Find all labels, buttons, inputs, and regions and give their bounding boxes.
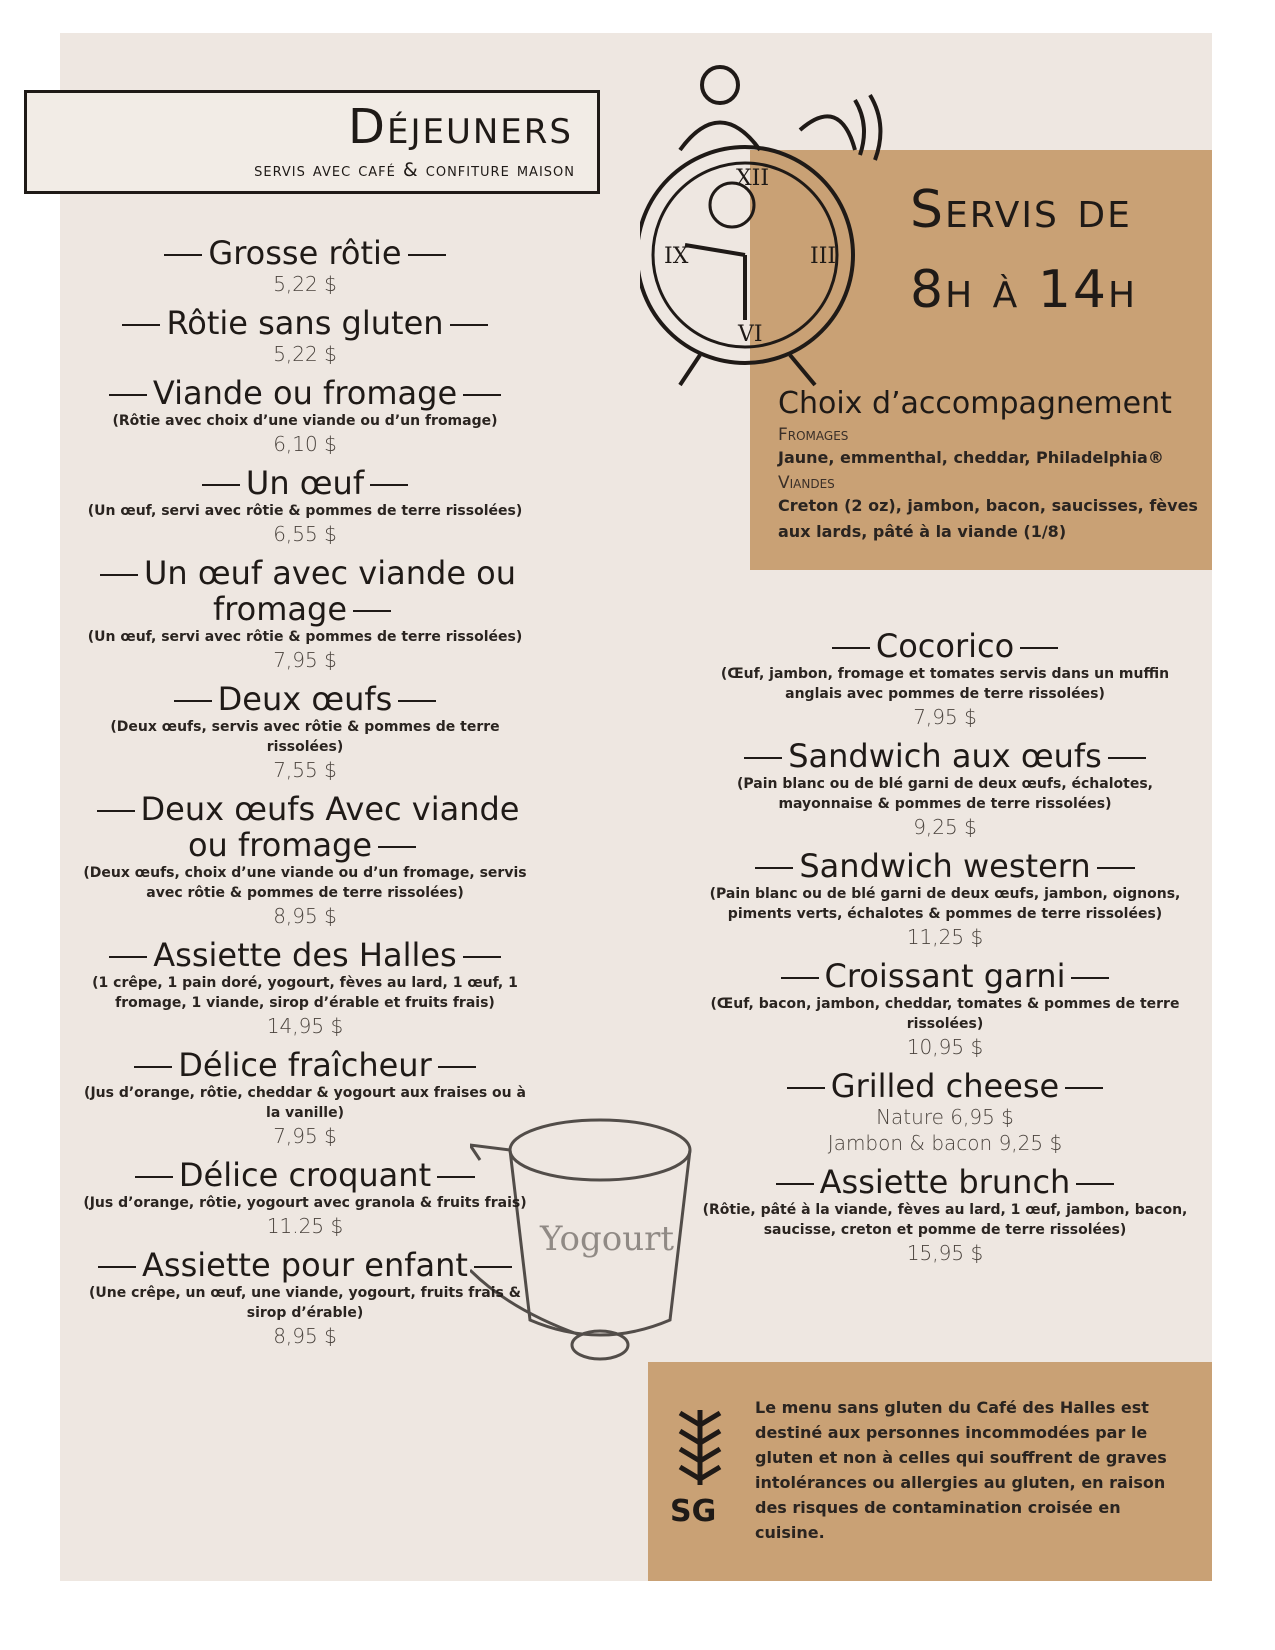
svg-text:III: III <box>810 244 837 269</box>
menu-item-price: 6,55 $ <box>273 522 337 546</box>
menu-item-name-text: Assiette des Halles <box>153 936 457 974</box>
menu-item-price: 7,95 $ <box>273 1124 337 1148</box>
menu-item-price: 8,95 $ <box>273 1324 337 1348</box>
menu-item <box>80 791 530 937</box>
menu-item-name <box>700 958 1190 994</box>
gluten-free-note: Le menu sans gluten du Café des Halles est destiné aux personnes incommodées par le gluten et non à celles qui souffrent de graves intolérances ou allergies au gluten, en raison des risques de contamination croisée en cuisine. <box>755 1398 1167 1542</box>
title-box <box>24 90 600 194</box>
menu-item-name-text: Assiette brunch <box>819 1163 1071 1201</box>
dash-ornament <box>164 254 202 256</box>
menu-item-price: 5,22 $ <box>273 272 337 296</box>
menu-item-price: 14,95 $ <box>266 1014 344 1038</box>
dash-ornament <box>398 700 436 702</box>
dash-ornament <box>1020 647 1058 649</box>
menu-item-name <box>700 1068 1190 1104</box>
menu-item-name-text: Un œuf avec viande ou fromage <box>143 554 517 628</box>
menu-item-name-text: Deux œufs Avec viande ou fromage <box>140 790 520 864</box>
dash-ornament <box>832 647 870 649</box>
menu-item-description: (Pain blanc ou de blé garni de deux œufs, jambon, oignons, piments verts, échalotes & pommes de terre rissolées) <box>709 886 1181 922</box>
menu-item-name <box>80 235 530 271</box>
menu-item <box>80 305 530 375</box>
dash-ornament <box>135 1176 173 1178</box>
menu-item-name <box>80 791 530 863</box>
menu-item <box>700 958 1190 1068</box>
menu-item-name <box>80 465 530 501</box>
svg-text:XII: XII <box>736 166 770 191</box>
menu-item <box>700 738 1190 848</box>
menu-item-name-text: Délice fraîcheur <box>178 1046 432 1084</box>
menu-item-name-text: Délice croquant <box>178 1156 432 1194</box>
menu-item-description: (Deux œufs, servis avec rôtie & pommes de terre rissolées) <box>110 719 500 755</box>
menu-item-name <box>80 1157 530 1193</box>
menu-item-name-text: Viande ou fromage <box>152 374 458 412</box>
menu-item <box>80 1157 530 1247</box>
menu-item-price: 15,95 $ <box>906 1241 984 1265</box>
menu-item <box>80 681 530 791</box>
menu-item-name-text: Cocorico <box>875 627 1015 665</box>
svg-text:VI: VI <box>738 322 763 347</box>
cheeses-list: Jaune, emmenthal, cheddar, Philadelphia® <box>778 448 1164 467</box>
dash-ornament <box>202 484 240 486</box>
menu-item-description: (Un œuf, servi avec rôtie & pommes de terre rissolées) <box>87 629 523 645</box>
menu-item-name-text: Deux œufs <box>217 680 393 718</box>
dash-ornament <box>378 846 416 848</box>
dash-ornament <box>755 867 793 869</box>
menu-item <box>80 375 530 465</box>
menu-item-price: 9,25 $ <box>913 815 977 839</box>
dash-ornament <box>463 956 501 958</box>
menu-item-name <box>700 738 1190 774</box>
menu-item-price: 7,95 $ <box>913 705 977 729</box>
menu-item-name <box>80 1247 530 1283</box>
dash-ornament <box>174 700 212 702</box>
meats-list-line1: Creton (2 oz), jambon, bacon, saucisses, fèves <box>778 496 1198 515</box>
wheat-icon <box>668 1405 732 1525</box>
dash-ornament <box>450 324 488 326</box>
menu-item-description: (Jus d’orange, rôtie, yogourt avec granola & fruits frais) <box>83 1195 527 1211</box>
left-menu-column <box>80 235 530 1357</box>
dash-ornament <box>438 1066 476 1068</box>
menu-item <box>700 1068 1190 1164</box>
menu-item-price: 7,55 $ <box>273 758 337 782</box>
dash-ornament <box>109 956 147 958</box>
menu-item-name-text: Rôtie sans gluten <box>166 304 444 342</box>
dash-ornament <box>776 1183 814 1185</box>
menu-item-name-text: Sandwich western <box>799 847 1091 885</box>
service-hours <box>910 170 1137 330</box>
cheeses-label: Fromages <box>778 425 849 445</box>
service-hours-line2: 8h à 14h <box>910 260 1138 320</box>
menu-item-price: 6,10 $ <box>273 432 337 456</box>
menu-item-name <box>700 848 1190 884</box>
menu-item-name <box>700 1164 1190 1200</box>
menu-item-price: 5,22 $ <box>273 342 337 366</box>
menu-item <box>80 235 530 305</box>
menu-item <box>80 465 530 555</box>
menu-item-description: (Rôtie, pâté à la viande, fèves au lard, 1 œuf, jambon, bacon, saucisse, creton et pomme de terre rissolées) <box>702 1202 1188 1238</box>
menu-item-price: 11.25 $ <box>266 1214 344 1238</box>
menu-item <box>80 1047 530 1157</box>
menu-item-name-text: Grosse rôtie <box>208 234 402 272</box>
menu-item-description: (Rôtie avec choix d’une viande ou d’un fromage) <box>112 413 498 429</box>
dash-ornament <box>408 254 446 256</box>
menu-item-name <box>80 1047 530 1083</box>
page-subtitle: servis avec café & confiture maison <box>254 159 575 181</box>
svg-text:Yogourt: Yogourt <box>540 1219 675 1259</box>
svg-text:IX: IX <box>664 244 689 269</box>
sides-box <box>778 385 1198 545</box>
menu-item-description: (Œuf, jambon, fromage et tomates servis dans un muffin anglais avec pommes de terre rissolées) <box>720 666 1170 702</box>
dash-ornament <box>1097 867 1135 869</box>
menu-item-name-text: Grilled cheese <box>830 1067 1060 1105</box>
right-menu-column <box>700 628 1190 1274</box>
dash-ornament <box>787 1087 825 1089</box>
dash-ornament <box>744 757 782 759</box>
menu-item-name <box>80 937 530 973</box>
dash-ornament <box>122 324 160 326</box>
menu-item-name-text: Assiette pour enfant <box>142 1246 468 1284</box>
menu-item-name <box>80 555 530 627</box>
dash-ornament <box>781 977 819 979</box>
meats-list-line2: aux lards, pâté à la viande (1/8) <box>778 522 1067 541</box>
menu-item-name <box>80 375 530 411</box>
meats-label: Viandes <box>778 473 835 493</box>
dash-ornament <box>1108 757 1146 759</box>
menu-item-name <box>80 305 530 341</box>
dash-ornament <box>353 610 391 612</box>
gluten-free-logo: SG <box>670 1494 717 1525</box>
dash-ornament <box>370 484 408 486</box>
menu-item-price: 10,95 $ <box>906 1035 984 1059</box>
menu-item-name <box>80 681 530 717</box>
dash-ornament <box>1076 1183 1114 1185</box>
menu-item-name-text: Un œuf <box>245 464 365 502</box>
menu-item-name <box>700 628 1190 664</box>
menu-item-price: 11,25 $ <box>906 925 984 949</box>
menu-item-description: (Un œuf, servi avec rôtie & pommes de terre rissolées) <box>87 503 523 519</box>
dash-ornament <box>97 810 135 812</box>
dash-ornament <box>98 1266 136 1268</box>
menu-item <box>80 937 530 1047</box>
dash-ornament <box>100 574 138 576</box>
menu-item <box>700 1164 1190 1274</box>
menu-item-price: 7,95 $ <box>273 648 337 672</box>
menu-item <box>80 1247 530 1357</box>
dash-ornament <box>1071 977 1109 979</box>
dash-ornament <box>109 394 147 396</box>
menu-item-description: (Œuf, bacon, jambon, cheddar, tomates & pommes de terre rissolées) <box>710 996 1180 1032</box>
menu-item-name-text: Croissant garni <box>824 957 1066 995</box>
menu-item-price: 8,95 $ <box>273 904 337 928</box>
sides-title: Choix d’accompagnement <box>778 386 1172 421</box>
dash-ornament <box>1065 1087 1103 1089</box>
yogurt-cup-icon <box>470 1110 710 1370</box>
menu-item-description: (Deux œufs, choix d’une viande ou d’un fromage, servis avec rôtie & pommes de terre rissolées) <box>83 865 527 901</box>
menu-item-price: Nature 6,95 $ <box>876 1105 1014 1129</box>
menu-item <box>700 628 1190 738</box>
menu-item-description: (Pain blanc ou de blé garni de deux œufs, échalotes, mayonnaise & pommes de terre rissolées) <box>737 776 1153 812</box>
service-hours-line1: Servis de <box>910 180 1132 240</box>
menu-item-price-alt: Jambon & bacon 9,25 $ <box>827 1131 1063 1155</box>
menu-item <box>700 848 1190 958</box>
menu-item-description: (1 crêpe, 1 pain doré, yogourt, fèves au lard, 1 œuf, 1 fromage, 1 viande, sirop d’érable et fruits frais) <box>92 975 518 1011</box>
menu-item-name-text: Sandwich aux œufs <box>788 737 1102 775</box>
menu-item-description: (Une crêpe, un œuf, une viande, yogourt, fruits frais & sirop d’érable) <box>89 1285 521 1321</box>
dash-ornament <box>134 1066 172 1068</box>
dash-ornament <box>463 394 501 396</box>
page-title: Déjeuners <box>348 99 573 155</box>
menu-item <box>80 555 530 681</box>
menu-item-description: (Jus d’orange, rôtie, cheddar & yogourt aux fraises ou à la vanille) <box>84 1085 526 1121</box>
alarm-clock-icon <box>640 55 900 415</box>
